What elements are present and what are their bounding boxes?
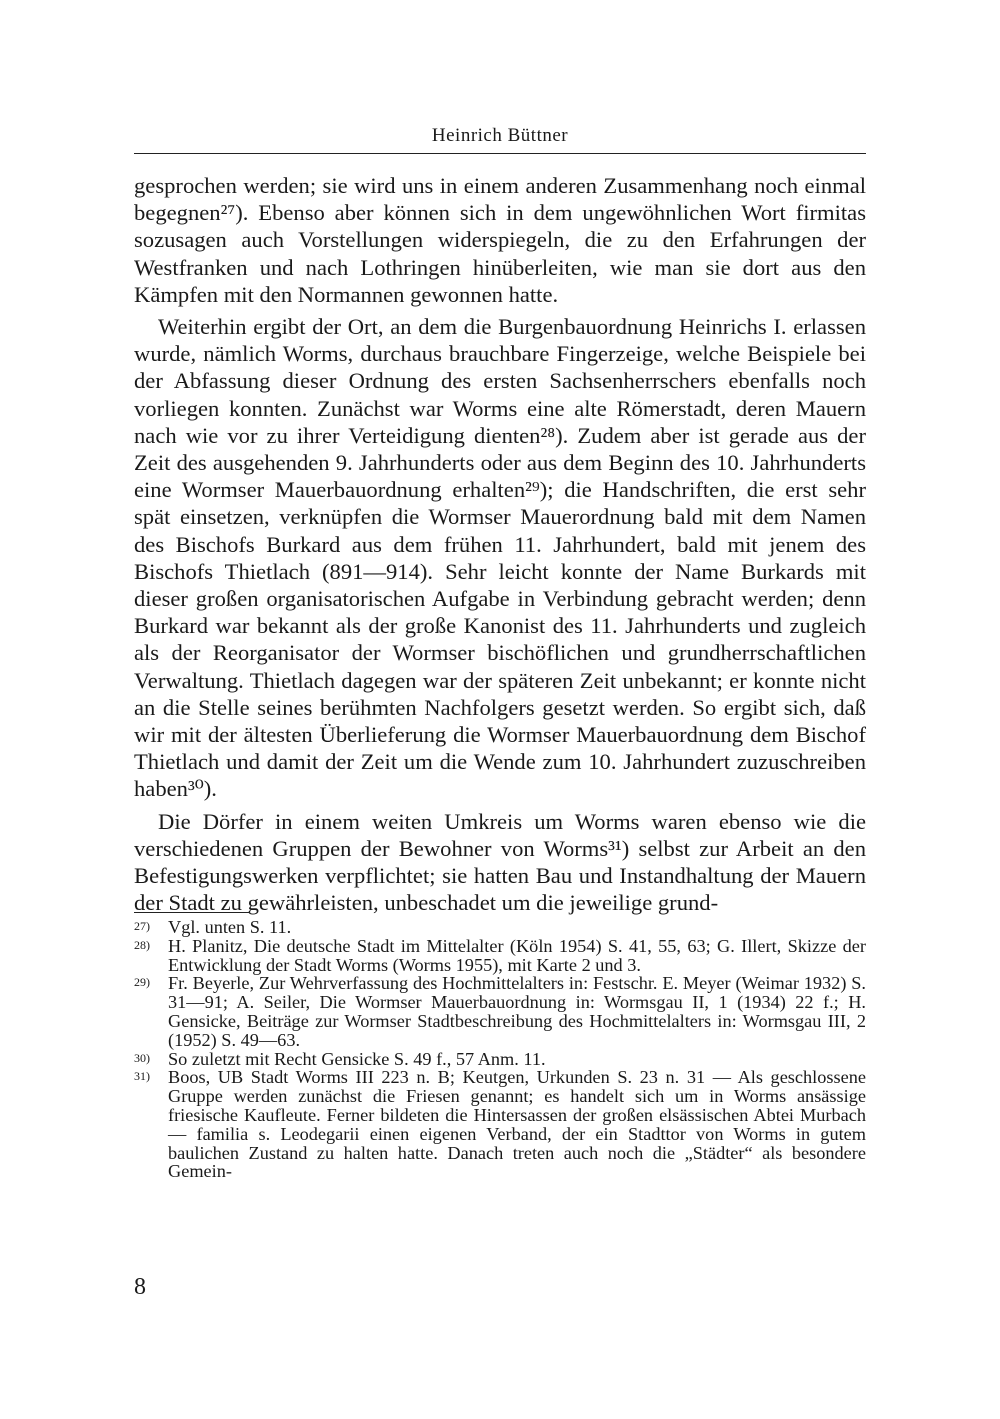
header-rule — [134, 153, 866, 154]
footnote — [134, 937, 866, 975]
footnote-number: 27) — [134, 919, 150, 933]
main-text — [134, 172, 866, 916]
footnote-rule — [134, 912, 250, 913]
footnote — [134, 1050, 866, 1069]
footnote-number: 31) — [134, 1069, 150, 1084]
footnote-number: 29) — [134, 975, 150, 990]
footnote-text: Fr. Beyerle, Zur Wehrverfassung des Hochmittelalters in: Festschr. E. Meyer (Weimar 1932) S. 31—91; A. Seiler, Die Wormser Mauerbauordnung in: Wormsgau II, 1 (1934) 22 f.; H. Gensicke, Beiträge zur Wormser Stadtbeschreibung des Hochmittelalters in: Wormsgau III, 2 (1952) S. 49—63. — [168, 973, 866, 1050]
paragraph: Die Dörfer in einem weiten Umkreis um Worms waren ebenso wie die verschiedenen Gruppen der Bewohner von Worms³¹) selbst zur Arbeit an den Befestigungswerken verpflichtet; sie hatten Bau und Instandhaltung der Mauern der Stadt zu gewährleisten, unbeschadet um die jeweilige grund- — [134, 808, 866, 916]
footnote-text: H. Planitz, Die deutsche Stadt im Mittelalter (Köln 1954) S. 41, 55, 63; G. Illert, Skizze der Entwicklung der Stadt Worms (Worms 1955), mit Karte 2 und 3. — [168, 935, 866, 975]
footnote — [134, 974, 866, 1049]
footnote — [134, 1068, 866, 1181]
footnote-number: 28) — [134, 937, 150, 952]
footnote-number: 30) — [134, 1050, 150, 1065]
paragraph: Weiterhin ergibt der Ort, an dem die Burgenbauordnung Heinrichs I. erlassen wurde, nämlich Worms, durchaus brauchbare Fingerzeige, welche Beispiele bei der Abfassung dieser Ordnung des ersten Sachsenherrschers ebenfalls noch vorliegen konnten. Zunächst war Worms eine alte Römerstadt, deren Mauern nach wie vor zu ihrer Verteidigung dienten²⁸). Zudem aber ist gerade aus der Zeit des ausgehenden 9. Jahrhunderts oder aus dem Beginn des 10. Jahrhunderts eine Wormser Mauerbauordnung erhalten²⁹); die Handschriften, die erst sehr spät einsetzen, verknüpfen die Wormser Mauerordnung bald mit dem Namen des Bischofs Burkard aus dem frühen 11. Jahrhundert, bald mit jenem des Bischofs Thietlach (891—914). Sehr leicht konnte der Name Burkards mit dieser großen organisatorischen Aufgabe in Verbindung gebracht werden; denn Burkard war bekannt als der große Kanonist des 11. Jahrhunderts und zugleich als der Reorganisator der Wormser bischöflichen und grundherrschaftlichen Verwaltung. Thietlach dagegen war der späteren Zeit unbekannt; er konnte nicht an die Stelle seines berühmten Nachfolgers gesetzt werden. So ergibt sich, daß wir mit der ältesten Überlieferung die Wormser Mauerbauordnung dem Bischof Thietlach und damit der Zeit um die Wende zum 10. Jahrhundert zuzuschreiben haben³⁰). — [134, 314, 866, 802]
page-number: 8 — [134, 1274, 146, 1300]
footnote-text: Boos, UB Stadt Worms III 223 n. B; Keutgen, Urkunden S. 23 n. 31 — Als geschlossene Gruppe werden zunächst die Friesen genannt; es handelt sich um in Worms ansässige friesische Kaufleute. Ferner bildeten die Hintersassen der großen elsässischen Abtei Murbach — familia s. Leodegarii einen eigenen Verband, der ein Stadttor von Worms in gutem baulichen Zustand zu halten hatte. Danach treten auch noch die „Städter“ als besondere Gemein- — [168, 1067, 866, 1182]
footnote-text: So zuletzt mit Recht Gensicke S. 49 f., 57 Anm. 11. — [168, 1048, 546, 1069]
paragraph: gesprochen werden; sie wird uns in einem anderen Zusammenhang noch einmal begegnen²⁷). Ebenso aber können sich in dem ungewöhnlichen Wort firmitas sozusagen auch Vorstellungen widerspiegeln, die zu den Erfahrungen der Westfranken und nach Lothringen hinüberleiten, wie man sie dort aus den Kämpfen mit den Normannen gewonnen hatte. — [134, 173, 866, 307]
footnote — [134, 918, 866, 937]
footnote-text: Vgl. unten S. 11. — [168, 917, 292, 937]
running-head: Heinrich Büttner — [431, 125, 569, 146]
footnotes — [134, 918, 866, 1181]
